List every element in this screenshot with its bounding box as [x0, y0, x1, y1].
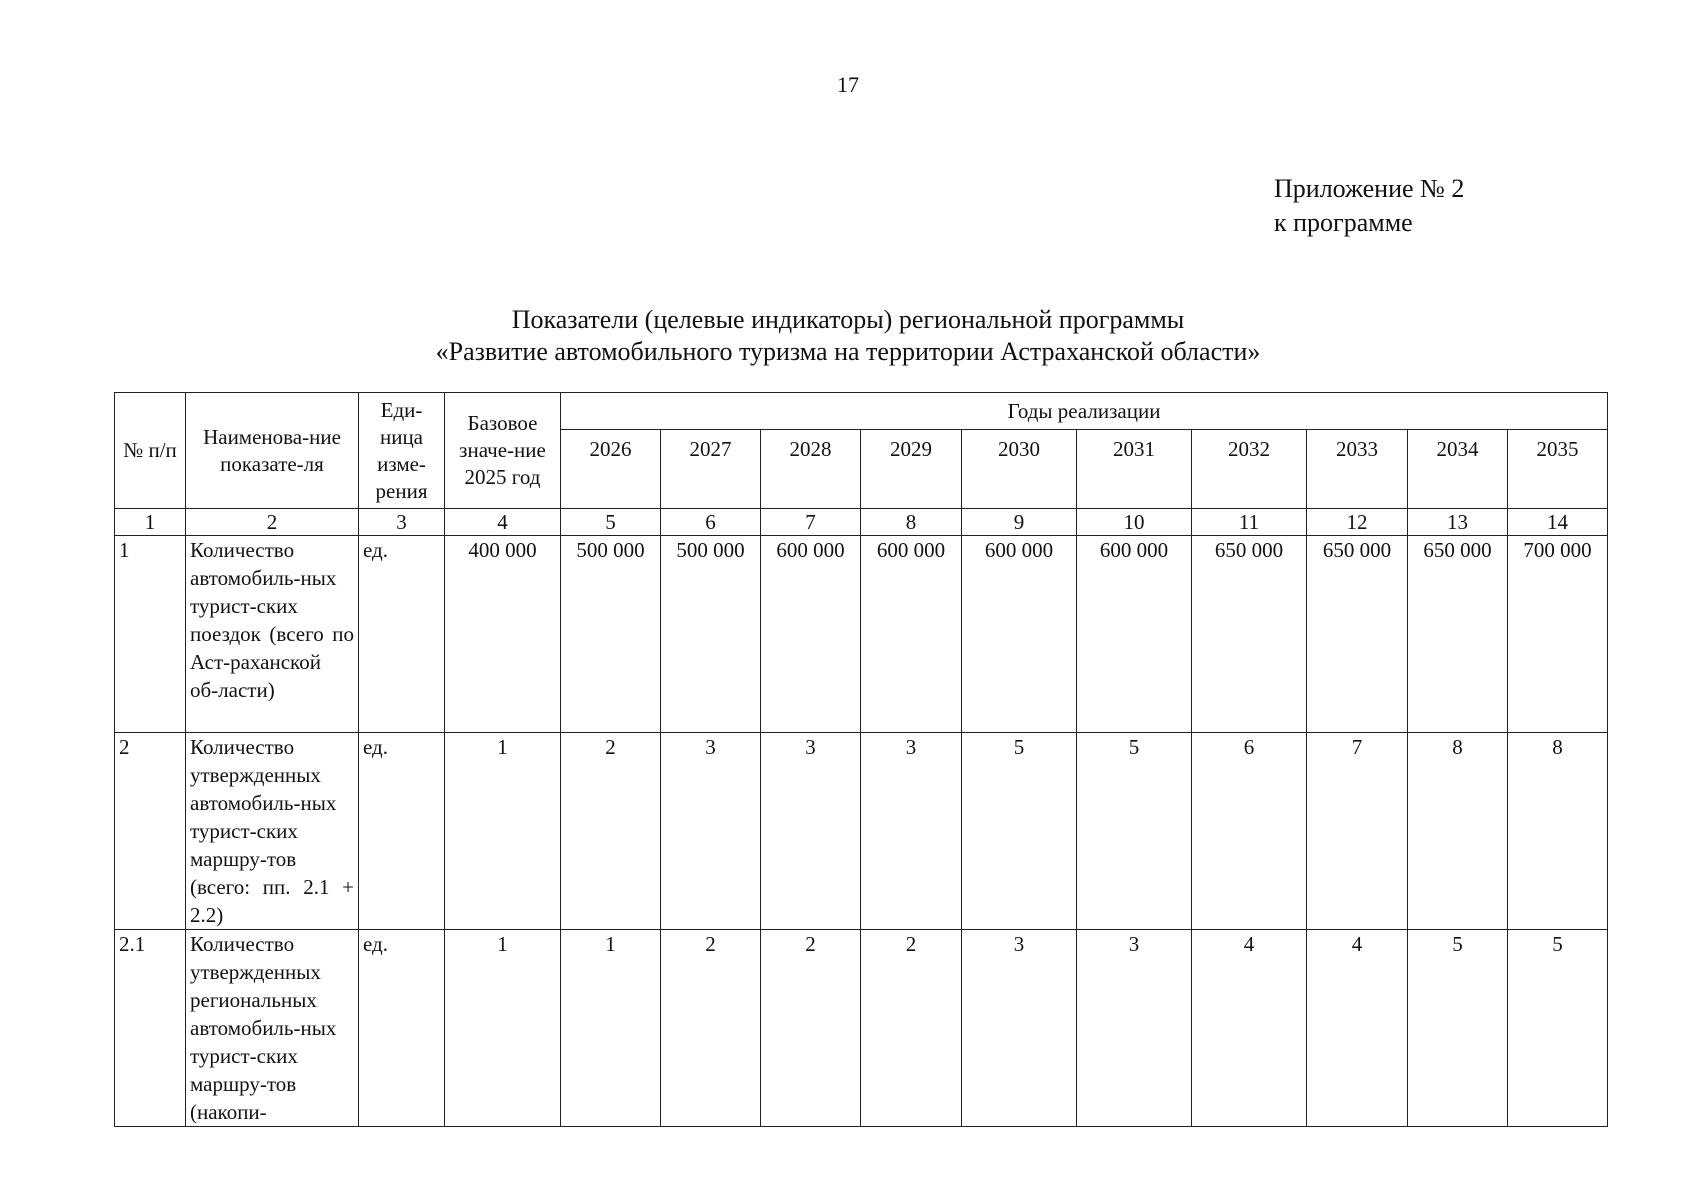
- column-number: 3: [359, 509, 445, 536]
- header-num: № п/п: [115, 393, 186, 509]
- column-number: 4: [445, 509, 561, 536]
- year-value-cell: 3: [761, 733, 861, 930]
- header-year: 2032: [1192, 430, 1307, 509]
- base-value-cell: 1: [445, 733, 561, 930]
- title-line-2: «Развитие автомобильного туризма на территории Астраханской области»: [435, 337, 1261, 366]
- column-number: 11: [1192, 509, 1307, 536]
- column-number: 2: [186, 509, 359, 536]
- title-line-1: Показатели (целевые индикаторы) региональной программы: [511, 305, 1185, 334]
- column-number: 13: [1408, 509, 1508, 536]
- base-value-cell: 1: [445, 930, 561, 1127]
- table-row: [115, 733, 1608, 930]
- year-value-cell: 2: [561, 733, 661, 930]
- year-value-cell: 2: [861, 930, 962, 1127]
- year-value-cell: 500 000: [661, 536, 761, 733]
- row-number: 2.1: [115, 930, 186, 1127]
- column-numbering-row: [115, 509, 1608, 536]
- header-year: 2028: [761, 430, 861, 509]
- indicator-name: Количество утвержденных автомобиль-ных турист-ских маршру-тов (всего: пп. 2.1 + 2.2): [186, 733, 359, 930]
- table-row: [115, 930, 1608, 1127]
- year-value-cell: 5: [1508, 930, 1608, 1127]
- row-number: 2: [115, 733, 186, 930]
- year-value-cell: 3: [661, 733, 761, 930]
- year-value-cell: 4: [1307, 930, 1408, 1127]
- annex-line-2: к программе: [1274, 208, 1413, 237]
- year-value-cell: 4: [1192, 930, 1307, 1127]
- header-years-group: Годы реализации: [561, 393, 1608, 430]
- header-unit: Еди-ница изме-рения: [359, 393, 445, 509]
- year-value-cell: 8: [1508, 733, 1608, 930]
- header-year: 2031: [1077, 430, 1192, 509]
- year-value-cell: 600 000: [761, 536, 861, 733]
- year-value-cell: 700 000: [1508, 536, 1608, 733]
- year-value-cell: 600 000: [962, 536, 1077, 733]
- column-number: 10: [1077, 509, 1192, 536]
- column-number: 7: [761, 509, 861, 536]
- unit-cell: ед.: [359, 930, 445, 1127]
- column-number: 8: [861, 509, 962, 536]
- row-number: 1: [115, 536, 186, 733]
- unit-cell: ед.: [359, 733, 445, 930]
- year-value-cell: 3: [861, 733, 962, 930]
- year-value-cell: 500 000: [561, 536, 661, 733]
- header-name: Наименова-ние показате-ля: [186, 393, 359, 509]
- year-value-cell: 6: [1192, 733, 1307, 930]
- header-year: 2029: [861, 430, 962, 509]
- unit-cell: ед.: [359, 536, 445, 733]
- column-number: 5: [561, 509, 661, 536]
- year-value-cell: 5: [1408, 930, 1508, 1127]
- header-base: Базовое значе-ние 2025 год: [445, 393, 561, 509]
- page-number: 17: [837, 72, 859, 97]
- year-value-cell: 5: [1077, 733, 1192, 930]
- header-year: 2030: [962, 430, 1077, 509]
- column-number: 6: [661, 509, 761, 536]
- annex-line-1: Приложение № 2: [1274, 174, 1465, 203]
- year-value-cell: 650 000: [1192, 536, 1307, 733]
- indicator-name: Количество автомобиль-ных турист-ских поездок (всего по Аст-раханской об-ласти): [186, 536, 359, 733]
- year-value-cell: 2: [661, 930, 761, 1127]
- document-title: [0, 304, 1696, 368]
- year-value-cell: 1: [561, 930, 661, 1127]
- column-number: 1: [115, 509, 186, 536]
- header-year: 2026: [561, 430, 661, 509]
- year-value-cell: 7: [1307, 733, 1408, 930]
- year-value-cell: 600 000: [1077, 536, 1192, 733]
- year-value-cell: 2: [761, 930, 861, 1127]
- table-row: [115, 536, 1608, 733]
- year-value-cell: 8: [1408, 733, 1508, 930]
- column-number: 9: [962, 509, 1077, 536]
- indicator-name: Количество утвержденных региональных автомобиль-ных турист-ских маршру-тов (накопи-: [186, 930, 359, 1127]
- year-value-cell: 600 000: [861, 536, 962, 733]
- header-year: 2027: [661, 430, 761, 509]
- header-year: 2033: [1307, 430, 1408, 509]
- year-value-cell: 650 000: [1307, 536, 1408, 733]
- base-value-cell: 400 000: [445, 536, 561, 733]
- column-number: 14: [1508, 509, 1608, 536]
- year-value-cell: 5: [962, 733, 1077, 930]
- column-number: 12: [1307, 509, 1408, 536]
- indicators-table: [114, 392, 1608, 1127]
- annex-note: [1274, 172, 1464, 240]
- header-year: 2034: [1408, 430, 1508, 509]
- year-value-cell: 650 000: [1408, 536, 1508, 733]
- header-year: 2035: [1508, 430, 1608, 509]
- year-value-cell: 3: [1077, 930, 1192, 1127]
- year-value-cell: 3: [962, 930, 1077, 1127]
